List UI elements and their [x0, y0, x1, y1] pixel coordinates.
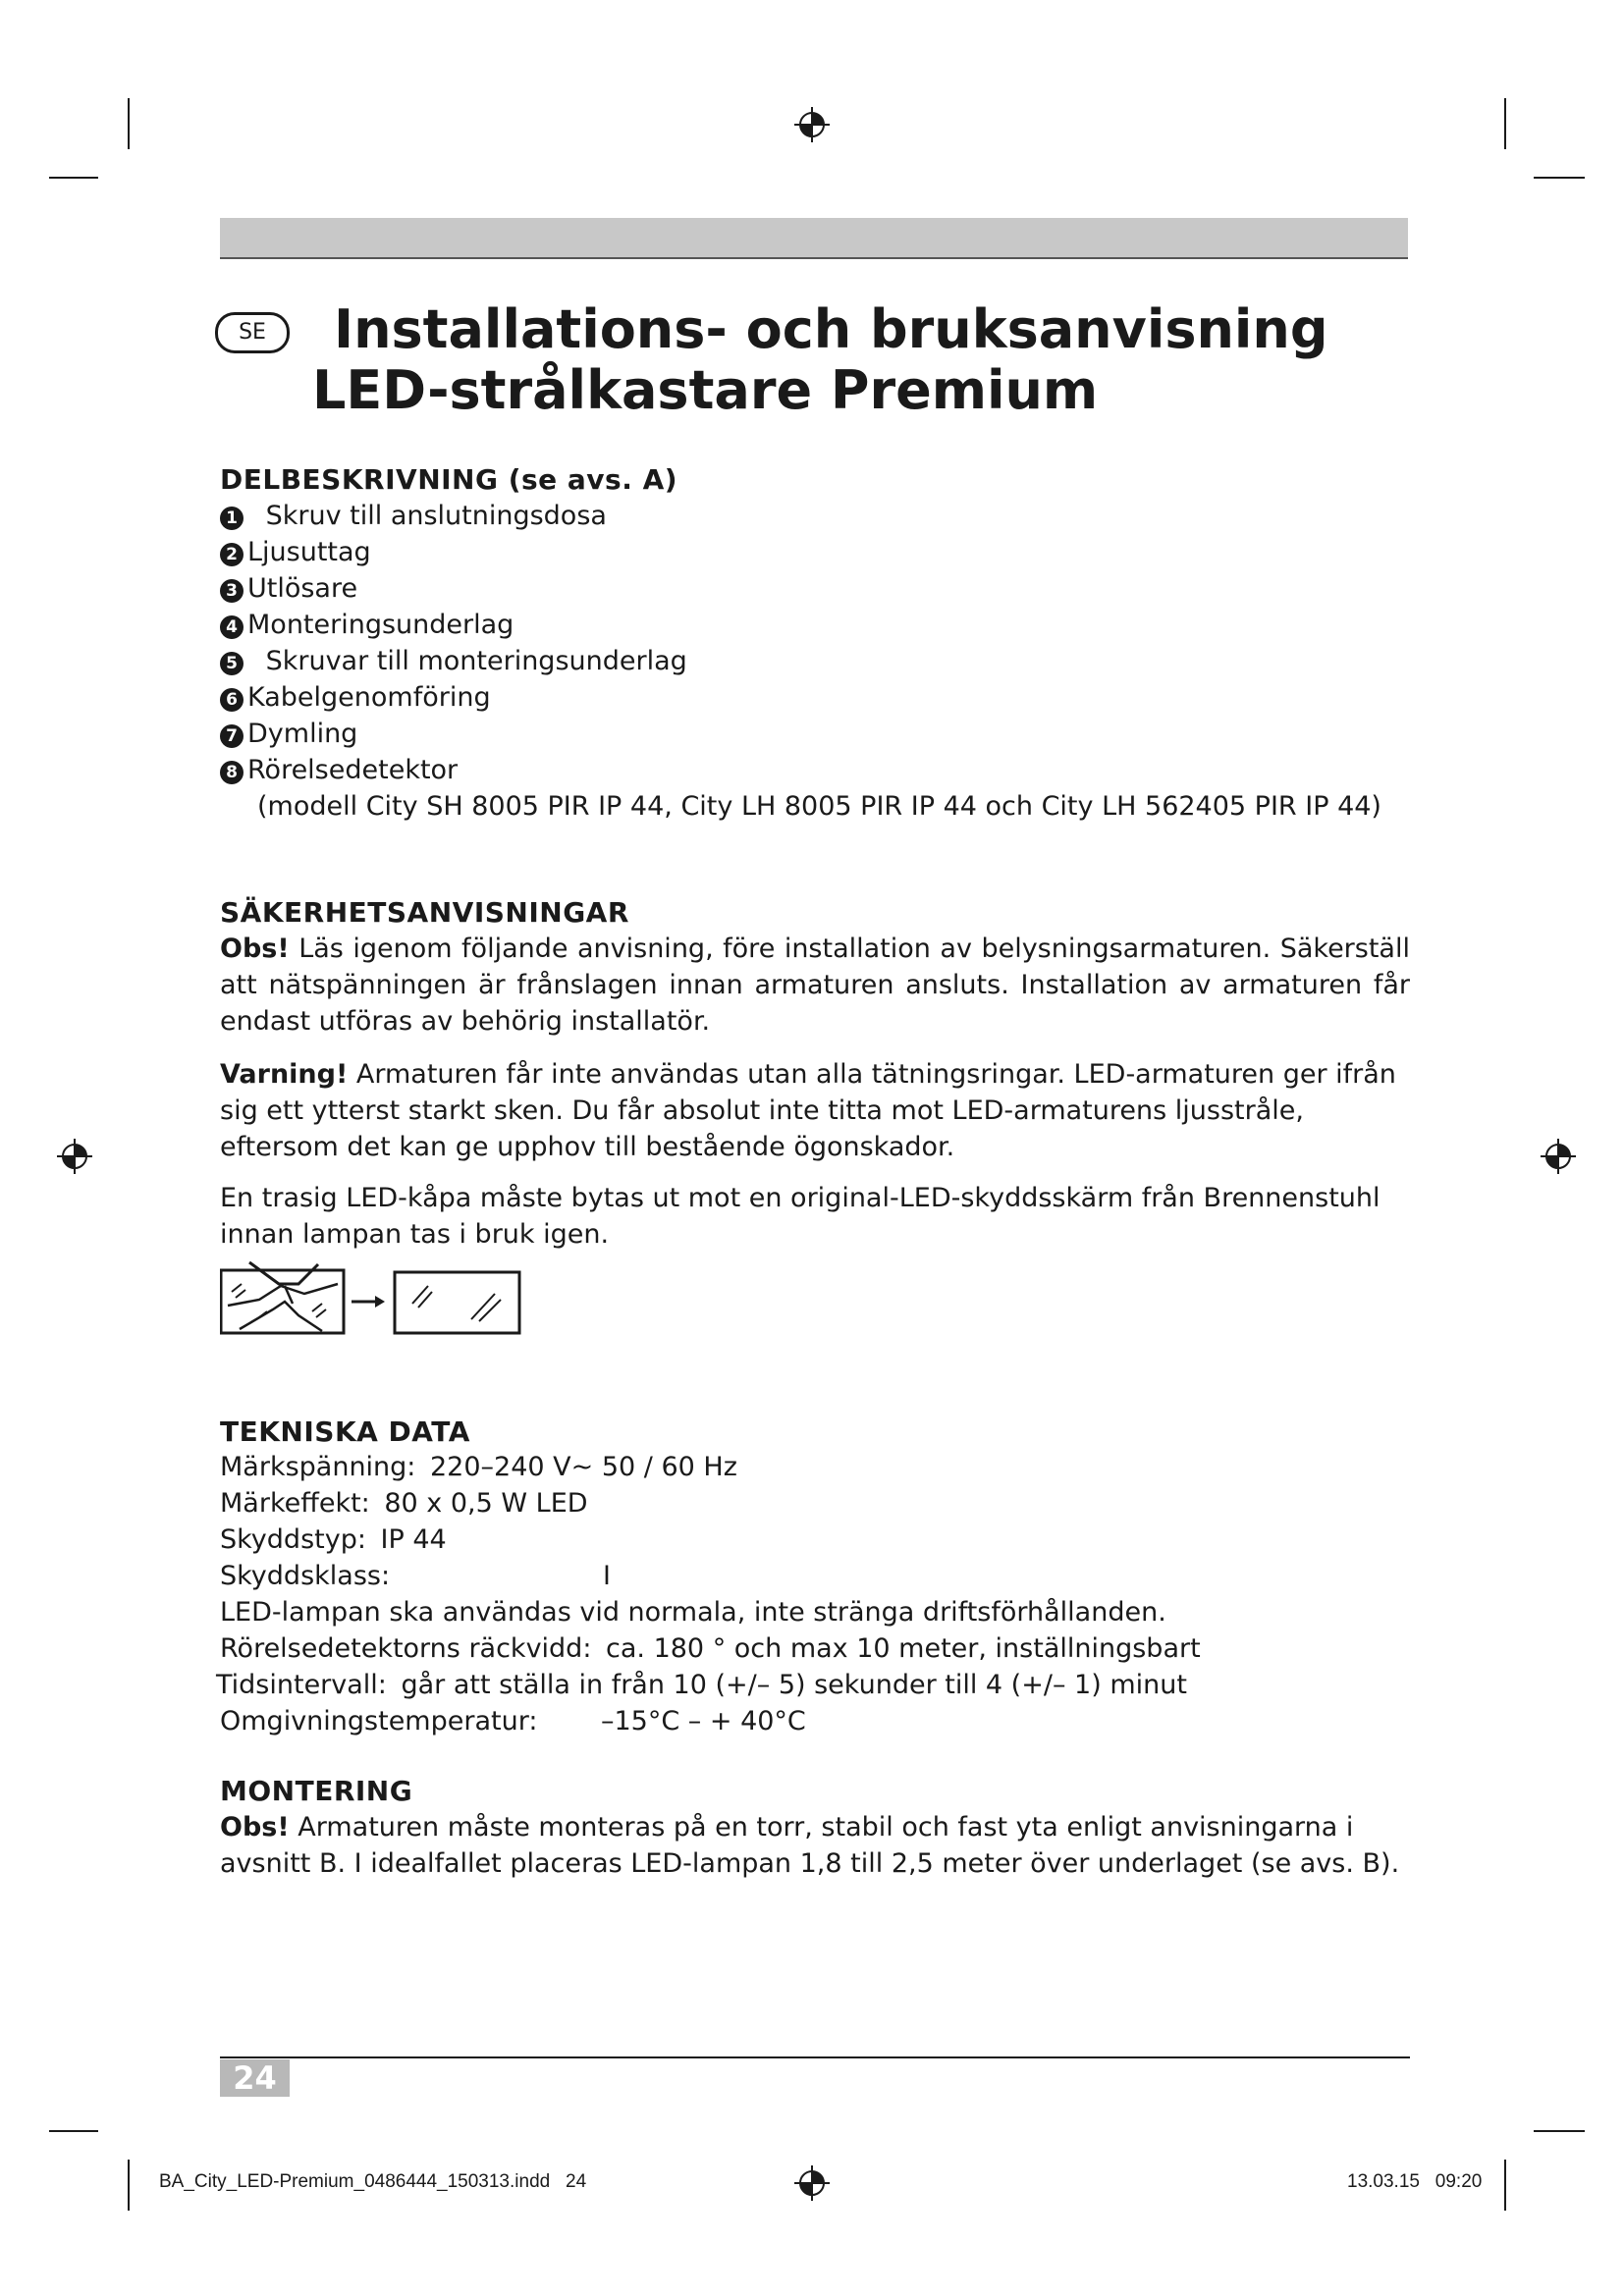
mounting-heading: MONTERING — [220, 1775, 413, 1807]
tech-row — [220, 1594, 1166, 1630]
parts-heading: DELBESKRIVNING (se avs. A) — [220, 463, 678, 496]
crop-mark-bottom-left-v — [128, 2160, 130, 2211]
tech-row — [216, 1667, 1187, 1703]
list-item-label: Ljusuttag — [247, 537, 371, 567]
safety-paragraph-3: En trasig LED-kåpa måste bytas ut mot en original-LED-skyddsskärm från Brennenstuhl innan lampan tas i bruk igen. — [220, 1183, 1380, 1250]
safety-paragraph-2 — [220, 1056, 1410, 1165]
safety-text-1: Läs igenom följande anvisning, före installation av belysningsarmaturen. Säkerställ att nätspänningen är frånslagen innan armaturen ansluts. Installation av armaturen får endast utföras av behörig installatör. — [220, 934, 1410, 1037]
tech-row — [220, 1703, 806, 1739]
broken-cover-replacement-illustration — [220, 1260, 524, 1339]
crop-mark-bottom-left-h — [49, 2130, 98, 2132]
list-item — [220, 716, 357, 752]
crop-mark-top-left-v — [128, 98, 130, 149]
list-item — [220, 607, 514, 643]
list-item — [220, 534, 371, 570]
list-item-label: Utlösare — [247, 573, 358, 604]
number-badge: 5 — [220, 652, 244, 675]
tech-label: Märkspänning: — [220, 1452, 416, 1482]
list-item-label: Dymling — [247, 719, 358, 749]
safety-paragraph-1 — [220, 931, 1410, 1040]
tech-row — [220, 1630, 1201, 1667]
tech-label: Rörelsedetektorns räckvidd: — [220, 1633, 592, 1664]
mounting-text: Armaturen måste monteras på en torr, stabil och fast yta enligt anvisningarna i avsnitt B. I idealfallet placeras LED-lampan 1,8 till 2,5 meter över underlaget (se avs. B). — [220, 1812, 1400, 1879]
list-item — [220, 498, 607, 534]
parts-note: (modell City SH 8005 PIR IP 44, City LH 8005 PIR IP 44 och City LH 562405 PIR IP 44) — [257, 791, 1381, 822]
registration-mark-icon — [55, 1137, 94, 1176]
tech-row — [220, 1449, 737, 1485]
list-item — [220, 752, 458, 788]
crop-mark-top-right-v — [1504, 98, 1506, 149]
tech-row — [220, 1558, 611, 1594]
print-timestamp: 13.03.15 09:20 — [1347, 2171, 1483, 2192]
tech-value: I — [603, 1561, 611, 1591]
footer-rule — [220, 2056, 1410, 2058]
tech-label: Skyddsklass: — [220, 1561, 391, 1591]
tech-label: LED-lampan ska användas vid normala, inte stränga driftsförhållanden. — [220, 1597, 1166, 1628]
list-item-label: Skruv till anslutningsdosa — [265, 501, 607, 531]
registration-mark-icon — [792, 2163, 832, 2203]
crop-mark-top-right-h — [1534, 177, 1585, 179]
page-number: 24 — [220, 2059, 290, 2097]
number-badge: 8 — [220, 761, 244, 784]
crop-mark-bottom-right-h — [1534, 2130, 1585, 2132]
number-badge: 7 — [220, 724, 244, 748]
tech-value: –15°C – + 40°C — [601, 1706, 806, 1736]
header-bar — [220, 218, 1408, 259]
page-title — [312, 299, 1392, 421]
print-file-slug: BA_City_LED-Premium_0486444_150313.indd 24 — [159, 2171, 587, 2192]
list-item — [220, 570, 357, 607]
list-item-label: Kabelgenomföring — [247, 682, 491, 713]
crop-mark-bottom-right-v — [1504, 2160, 1506, 2211]
warning-label: Varning! — [220, 1059, 349, 1090]
tech-value: går att ställa in från 10 (+/– 5) sekunder till 4 (+/– 1) minut — [401, 1670, 1187, 1700]
tech-heading: TEKNISKA DATA — [220, 1415, 470, 1448]
list-item-label: Rörelsedetektor — [247, 755, 459, 785]
obs-label: Obs! — [220, 1812, 290, 1842]
mounting-paragraph — [220, 1809, 1410, 1882]
safety-text-2: Armaturen får inte användas utan alla tätningsringar. LED-armaturen ger ifrån sig ett ytterst starkt sken. Du får absolut inte titta mot LED-armaturens ljusstråle, eftersom det kan ge upphov till bestående ögonskador. — [220, 1059, 1396, 1162]
number-badge: 1 — [220, 507, 244, 530]
tech-value: 220–240 V~ 50 / 60 Hz — [430, 1452, 737, 1482]
list-item — [220, 643, 687, 679]
tech-label: Märkeffekt: — [220, 1488, 370, 1519]
number-badge: 3 — [220, 579, 244, 603]
safety-heading: SÄKERHETSANVISNINGAR — [220, 896, 629, 929]
language-badge: SE — [215, 312, 290, 353]
number-badge: 4 — [220, 615, 244, 639]
registration-mark-icon — [792, 105, 832, 144]
registration-mark-icon — [1539, 1137, 1578, 1176]
tech-row — [220, 1485, 588, 1522]
tech-label: Tidsintervall: — [216, 1670, 387, 1700]
number-badge: 2 — [220, 543, 244, 566]
title-line-2: LED-strålkastare Premium — [312, 359, 1099, 421]
title-line-1: Installations- och bruksanvisning — [334, 298, 1328, 360]
list-item-label: Skruvar till monteringsunderlag — [265, 646, 687, 676]
tech-value: 80 x 0,5 W LED — [384, 1488, 588, 1519]
tech-label: Skyddstyp: — [220, 1524, 366, 1555]
number-badge: 6 — [220, 688, 244, 712]
list-item-label: Monteringsunderlag — [247, 610, 514, 640]
tech-value: ca. 180 ° och max 10 meter, inställningsbart — [606, 1633, 1201, 1664]
list-item — [220, 679, 491, 716]
obs-label: Obs! — [220, 934, 290, 964]
tech-label: Omgivningstemperatur: — [220, 1706, 538, 1736]
tech-value: IP 44 — [380, 1524, 447, 1555]
crop-mark-top-left-h — [49, 177, 98, 179]
tech-row — [220, 1522, 447, 1558]
